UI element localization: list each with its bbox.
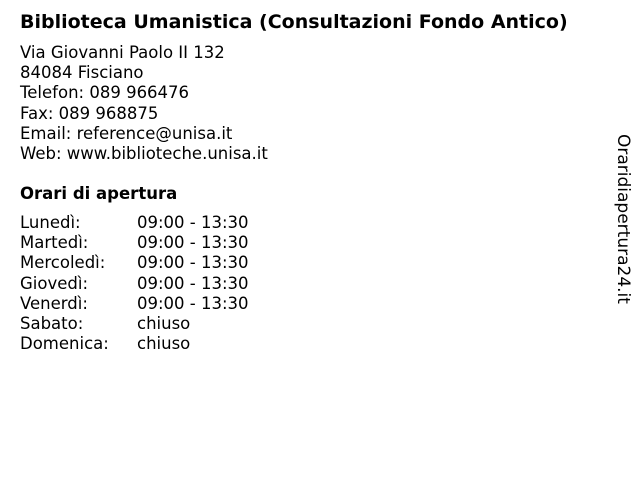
address-block — [20, 43, 268, 164]
fax-number: Fax: 089 968875 — [20, 103, 159, 123]
hours-time: 09:00 - 13:30 — [137, 233, 249, 253]
hours-day: Mercoledì: — [20, 253, 106, 273]
hours-day: Giovedì: — [20, 273, 88, 293]
opening-hours-heading: Orari di apertura — [20, 184, 178, 203]
hours-day: Venerdì: — [20, 293, 88, 313]
hours-day: Sabato: — [20, 313, 84, 333]
hours-time: 09:00 - 13:30 — [137, 273, 249, 293]
hours-time: chiuso — [137, 313, 191, 333]
hours-time: chiuso — [137, 334, 191, 354]
brand-text: Oraridiapertura24.it — [613, 134, 633, 304]
phone-number: Telefon: 089 966476 — [20, 83, 190, 103]
city-address: 84084 Fisciano — [20, 63, 144, 83]
email-address: Email: reference@unisa.it — [20, 123, 233, 143]
hours-time: 09:00 - 13:30 — [137, 213, 249, 232]
hours-day: Lunedì: — [20, 213, 81, 232]
brand-watermark — [612, 134, 634, 309]
street-address: Via Giovanni Paolo II 132 — [20, 43, 225, 62]
website-url: Web: www.biblioteche.unisa.it — [20, 144, 268, 164]
hours-time: 09:00 - 13:30 — [137, 293, 249, 313]
hours-time: 09:00 - 13:30 — [137, 253, 249, 273]
hours-day: Martedì: — [20, 233, 89, 253]
hours-day: Domenica: — [20, 334, 109, 354]
page-title: Biblioteca Umanistica (Consultazioni Fondo Antico) — [20, 11, 568, 33]
